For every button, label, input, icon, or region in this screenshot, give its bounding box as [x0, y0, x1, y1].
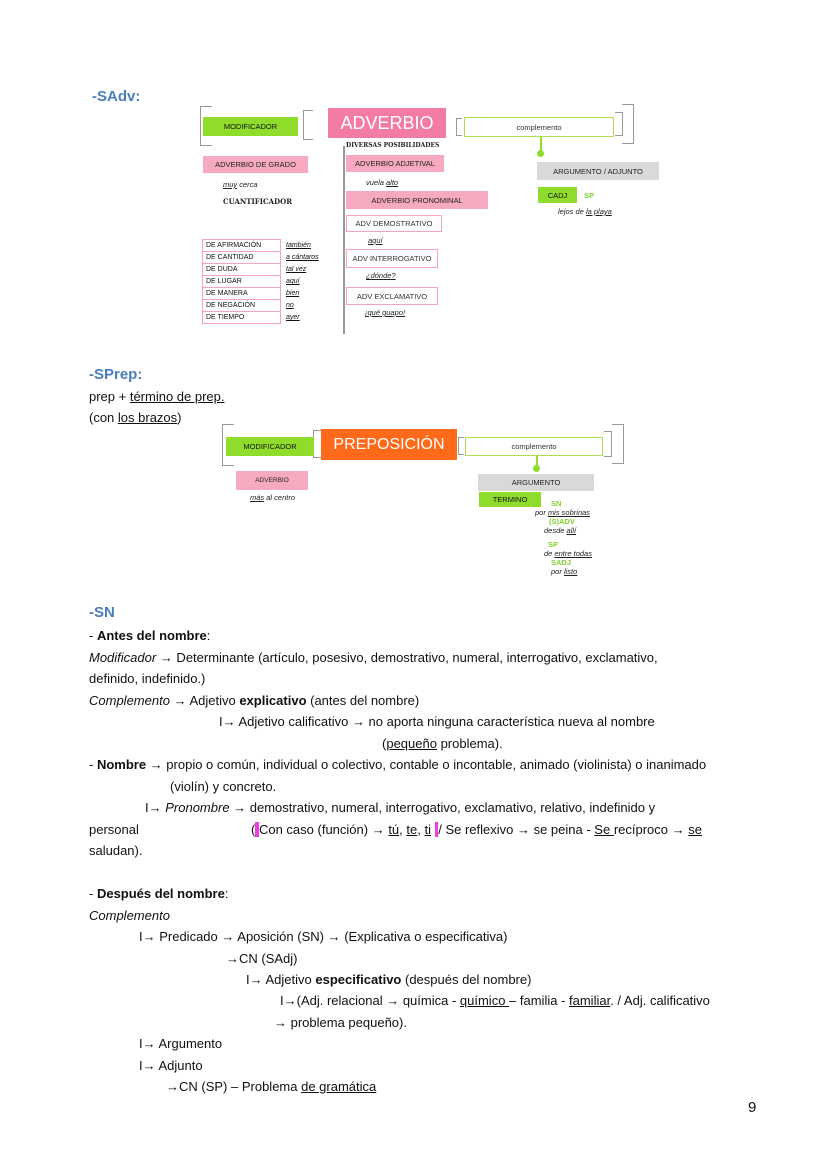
- argumento-adjunto-box: ARGUMENTO / ADJUNTO: [537, 162, 659, 180]
- bracket-mid: [313, 430, 321, 458]
- antes-del-nombre: - Antes del nombre:: [89, 628, 211, 643]
- cadj-box: CADJ: [538, 187, 577, 203]
- relacional-line: I→(Adj. relacional → química - químico – familia - familiar. / Adj. calificativo: [280, 993, 710, 1008]
- page-number: 9: [748, 1099, 757, 1116]
- adverb-type: DE TIEMPO: [203, 312, 281, 324]
- adverb-example: no: [286, 302, 294, 309]
- nombre-line-2: (violín) y concreto.: [170, 779, 277, 794]
- adverb-example: también: [286, 242, 311, 249]
- sadj-label: SADJ: [551, 558, 572, 567]
- adverb-type-row: [203, 276, 323, 288]
- adverb-type: DE NEGACIÓN: [203, 300, 281, 312]
- adverb-type: DE CANTIDAD: [203, 252, 281, 264]
- lejos-example: lejos de la playa: [558, 207, 612, 216]
- adverb-example: bien: [286, 290, 300, 297]
- adverb-example: tal vez: [286, 266, 307, 273]
- comp-dot: [537, 150, 544, 157]
- preposicion-box: PREPOSICIÓN: [321, 429, 457, 460]
- adverb-type: DE AFIRMACIÓN: [203, 240, 281, 252]
- adverbio-box: ADVERBIO: [328, 108, 446, 138]
- muy-cerca-example: muy cerca: [223, 180, 258, 189]
- de-entre-todas-example: de entre todas: [544, 549, 592, 558]
- adverb-type-row: [203, 312, 323, 324]
- adverb-type-row: [203, 300, 323, 312]
- sn-label: SN: [551, 499, 562, 508]
- diversas-label: DIVERSAS POSIBILIDADES: [346, 142, 440, 149]
- sn-heading: -SN: [89, 604, 115, 621]
- complemento-line: Complemento → Adjetivo explicativo (antes del nombre): [89, 693, 420, 708]
- vuela-alto-example: vuela alto: [366, 178, 399, 187]
- sprep-formula: prep + término de prep.: [89, 389, 225, 404]
- adverb-type-row: [203, 264, 323, 276]
- por-mis-sobrinas-example: por mis sobrinas: [535, 508, 591, 517]
- cn-sp-line: →CN (SP) – Problema de gramática: [166, 1079, 377, 1094]
- bracket-comp: [458, 437, 464, 455]
- predicado-line: I→ Predicado → Aposición (SN) → (Explicativa o especificativa): [139, 929, 508, 944]
- s-adv-label: (S)ADV: [549, 517, 575, 526]
- adverb-example: ayer: [286, 314, 300, 321]
- nombre-line: - Nombre → propio o común, individual o colectivo, contable o incontable, animado (violinista) o inanimado: [89, 757, 707, 772]
- adverb-type-row: [203, 252, 323, 264]
- comp-dot: [533, 465, 540, 472]
- bracket-right-inner: [615, 112, 623, 136]
- problema-pequeno-line: → problema pequeño).: [274, 1015, 407, 1030]
- que-guapo-example: ¡qué guapo!: [365, 308, 406, 317]
- modificador-box: MODIFICADOR: [203, 117, 298, 136]
- adverb-types-table: [202, 239, 323, 324]
- adv-interrogativo-box: ADV INTERROGATIVO: [346, 249, 438, 268]
- adjunto-line: I→ Adjunto: [139, 1058, 203, 1073]
- por-listo-example: por listo: [551, 567, 578, 576]
- sadv-heading: -SAdv:: [92, 88, 141, 105]
- adverb-example: a cántaros: [286, 254, 319, 261]
- especificativo-line: I→ Adjetivo especificativo (después del nombre): [246, 972, 532, 987]
- modificador-box: MODIFICADOR: [226, 437, 314, 456]
- termino-box: TERMINO: [479, 492, 541, 507]
- con-caso-line: ( Con caso (función) → tú, te, ti / Se reflexivo → se peina - Se recíproco → se: [251, 822, 702, 837]
- desde-alli-example: desde allí: [544, 526, 577, 535]
- complemento-label: Complemento: [89, 908, 170, 923]
- bracket-right: [622, 104, 634, 144]
- argumento-box: ARGUMENTO: [478, 474, 594, 491]
- adverb-type: DE MANERA: [203, 288, 281, 300]
- mas-al-centro-example: más al centro: [250, 493, 296, 502]
- adverb-type-row: [203, 288, 323, 300]
- adverb-type-row: [203, 240, 323, 252]
- calificativo-line: I→ Adjetivo calificativo → no aporta ninguna característica nueva al nombre: [219, 714, 655, 729]
- cn-sadj-line: →CN (SAdj): [226, 951, 298, 966]
- modificador-line: Modificador → Determinante (artículo, posesivo, demostrativo, numeral, interrogativo, exclamativo,: [89, 650, 658, 665]
- adv-demostrativo-box: ADV DEMOSTRATIVO: [346, 215, 442, 232]
- pronombre-line: I→ Pronombre → demostrativo, numeral, interrogativo, exclamativo, relativo, indefinido y: [145, 800, 656, 815]
- aqui-example: aquí: [368, 236, 383, 245]
- adv-grado-box: ADVERBIO DE GRADO: [203, 156, 308, 173]
- adverbio-box: ADVERBIO: [236, 471, 308, 490]
- argumento-line: I→ Argumento: [139, 1036, 223, 1051]
- cuantificador-label: CUANTIFICADOR: [223, 197, 293, 206]
- adverb-example: aquí: [286, 278, 300, 285]
- adverb-type: DE LUGAR: [203, 276, 281, 288]
- sp-label: SP: [548, 540, 559, 549]
- sprep-example: (con los brazos): [89, 410, 182, 425]
- bracket-right-inner: [604, 431, 612, 457]
- sp-label: SP: [584, 191, 595, 200]
- personal-label: personal: [89, 822, 139, 837]
- adv-adjetival-box: ADVERBIO ADJETIVAL: [346, 155, 444, 172]
- adverb-type: DE DUDA: [203, 264, 281, 276]
- adv-pronominal-box: ADVERBIO PRONOMINAL: [346, 191, 488, 209]
- complemento-box: complemento: [465, 437, 603, 456]
- modificador-line-2: definido, indefinido.): [89, 671, 206, 686]
- bracket-mid: [303, 110, 313, 140]
- complemento-box: complemento: [464, 117, 614, 137]
- adv-exclamativo-box: ADV EXCLAMATIVO: [346, 287, 438, 305]
- bracket-right: [612, 424, 624, 464]
- bracket-comp: [456, 118, 462, 136]
- sprep-heading: -SPrep:: [89, 366, 143, 383]
- despues-del-nombre: - Después del nombre:: [89, 886, 229, 901]
- donde-example: ¿dónde?: [366, 271, 396, 280]
- vertical-line: [343, 146, 345, 334]
- saludan-line: saludan).: [89, 843, 143, 858]
- pequeno-problema-line: (pequeño problema).: [382, 736, 503, 751]
